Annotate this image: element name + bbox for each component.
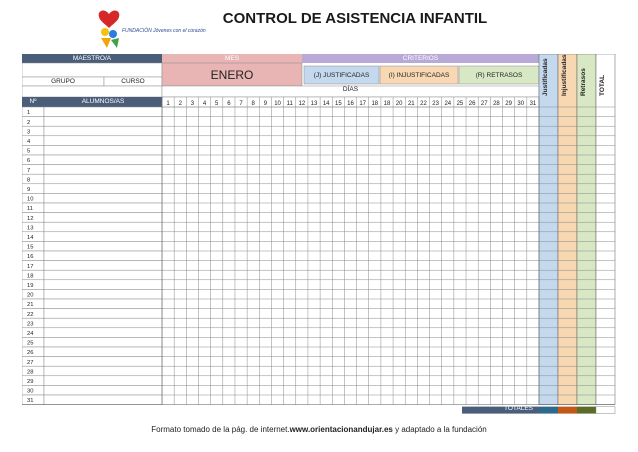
- student-name-cell: [44, 309, 162, 319]
- num-label: Nº: [29, 98, 37, 105]
- day-number-label: 26: [468, 100, 476, 107]
- day-number-label: 24: [444, 100, 452, 107]
- day-number-label: 21: [407, 100, 415, 107]
- row-number-label: 24: [27, 331, 34, 337]
- row-number-label: 13: [27, 225, 34, 232]
- attendance-sheet: [22, 54, 619, 414]
- row-number-label: 20: [27, 292, 34, 299]
- student-name-cell: [44, 251, 162, 261]
- student-name-cell: [44, 165, 162, 175]
- student-name-cell: [44, 328, 162, 338]
- day-number-label: 30: [517, 100, 525, 107]
- day-number-label: 18: [383, 100, 391, 107]
- student-name-cell: [44, 136, 162, 146]
- row-number-cell: [22, 155, 44, 165]
- student-name-cell: [44, 241, 162, 251]
- summary-column: [558, 54, 577, 405]
- day-number-label: 13: [310, 100, 318, 107]
- day-number-label: 31: [529, 100, 537, 107]
- student-name-cell: [44, 126, 162, 136]
- day-number-label: 18: [371, 100, 379, 107]
- student-name-cell: [44, 117, 162, 127]
- day-number-label: 4: [202, 100, 207, 107]
- day-number-label: 7: [239, 100, 243, 107]
- student-name-cell: [44, 174, 162, 184]
- day-number-label: 15: [334, 100, 342, 107]
- row-number-label: 17: [27, 263, 34, 270]
- footer-prefix: Formato tomado de la pág. de internet.: [151, 425, 290, 434]
- row-number-label: 31: [27, 398, 34, 405]
- row-number-label: 5: [27, 148, 31, 155]
- mes-label: MES: [224, 55, 240, 62]
- footer-note: [0, 425, 638, 434]
- student-name-cell: [44, 318, 162, 328]
- student-name-cell: [44, 357, 162, 367]
- row-number-label: 26: [27, 350, 34, 357]
- student-name-cell: [44, 193, 162, 203]
- criterios-label: CRITERIOS: [402, 55, 439, 62]
- footer-suffix: y adaptado a la fundación: [392, 425, 487, 434]
- month-value: ENERO: [210, 68, 254, 82]
- summary-column: [577, 54, 596, 405]
- row-number-label: 1: [27, 110, 31, 117]
- row-number-cell: [22, 174, 44, 184]
- day-number-label: 28: [493, 100, 500, 107]
- row-number-label: 3: [27, 129, 31, 136]
- total-justificadas-cell: [539, 407, 558, 414]
- criteria-retrasos: (R) RETRASOS: [475, 72, 523, 79]
- day-number-label: 9: [263, 100, 268, 107]
- day-number-label: 14: [322, 100, 330, 107]
- student-name-cell: [44, 337, 162, 347]
- row-number-label: 19: [27, 283, 34, 289]
- student-name-cell: [44, 280, 162, 290]
- day-number-label: 1: [166, 100, 170, 107]
- day-number-label: 2: [178, 100, 182, 107]
- alumnos-label: ALUMNOS/AS: [81, 98, 125, 105]
- day-number-label: 12: [298, 100, 306, 107]
- total-header: TOTAL: [599, 74, 606, 96]
- student-name-cell: [44, 222, 162, 232]
- student-name-cell: [44, 385, 162, 395]
- injustificadas-header: Injustificadas: [561, 54, 568, 96]
- row-number-label: 21: [27, 302, 34, 309]
- justificadas-header: Justificadas: [542, 58, 549, 96]
- day-number-label: 25: [456, 100, 464, 107]
- day-number-label: 6: [227, 100, 231, 107]
- row-number-label: 30: [27, 388, 34, 395]
- student-name-cell: [44, 347, 162, 357]
- row-number-label: 12: [27, 215, 34, 222]
- student-name-cell: [44, 107, 162, 117]
- student-name-cell: [44, 366, 162, 376]
- student-name-cell: [44, 395, 162, 405]
- row-number-label: 27: [27, 359, 34, 366]
- logo-text: FUNDACIÓN Jóvenes con el corazón: [122, 28, 206, 34]
- row-number-label: 23: [27, 321, 34, 328]
- row-number-cell: [22, 107, 44, 117]
- criteria-injustificadas: (I) INJUSTIFICADAS: [388, 72, 450, 79]
- row-number-label: 29: [27, 379, 34, 385]
- row-number-label: 14: [27, 235, 34, 241]
- row-number-label: 7: [27, 167, 31, 174]
- row-number-label: 11: [27, 206, 34, 213]
- row-number-label: 9: [27, 187, 31, 193]
- day-number-label: 5: [215, 100, 219, 107]
- student-name-cell: [44, 184, 162, 194]
- criteria-justificadas: (J) JUSTIFICADAS: [313, 72, 370, 79]
- student-name-cell: [44, 145, 162, 155]
- grupo-label: GRUPO: [51, 78, 75, 85]
- row-number-label: 22: [27, 311, 34, 318]
- student-name-cell: [44, 203, 162, 213]
- summary-column: [596, 54, 615, 405]
- row-number-cell: [22, 136, 44, 146]
- day-number-label: 11: [286, 100, 293, 107]
- row-number-label: 4: [27, 139, 31, 145]
- day-number-label: 16: [347, 100, 354, 107]
- totales-label: TOTALES: [503, 405, 533, 412]
- student-name-cell: [44, 261, 162, 271]
- row-number-label: 15: [27, 244, 34, 251]
- row-number-cell: [22, 126, 44, 136]
- retrasos-header: Retrasos: [580, 68, 587, 96]
- total-injustificadas-cell: [558, 407, 577, 414]
- total-total-cell: [596, 407, 615, 414]
- row-number-cell: [22, 117, 44, 127]
- student-name-cell: [44, 155, 162, 165]
- day-number-label: 10: [274, 100, 281, 107]
- day-number-label: 17: [359, 100, 367, 107]
- student-name-cell: [44, 270, 162, 280]
- day-number-label: 23: [432, 100, 439, 107]
- student-name-cell: [44, 232, 162, 242]
- student-name-cell: [44, 299, 162, 309]
- row-number-label: 28: [27, 369, 34, 376]
- maestro-input-cell: [22, 63, 162, 77]
- row-number-cell: [22, 145, 44, 155]
- summary-column: [539, 54, 558, 405]
- row-number-label: 25: [27, 340, 34, 347]
- row-number-label: 2: [27, 119, 31, 126]
- dias-label: DÍAS: [342, 86, 359, 93]
- total-retrasos-cell: [577, 407, 596, 414]
- student-name-cell: [44, 289, 162, 299]
- row-number-label: 10: [27, 196, 34, 203]
- curso-label: CURSO: [121, 78, 145, 85]
- attendance-grid: [22, 54, 619, 414]
- row-number-label: 16: [27, 254, 34, 261]
- day-number-label: 27: [480, 100, 488, 107]
- day-number-label: 22: [420, 100, 427, 107]
- day-number-label: 29: [505, 100, 512, 107]
- footer-site-link[interactable]: www.orientacionandujar.es: [289, 425, 393, 434]
- day-number-label: 20: [395, 100, 403, 107]
- page-title: CONTROL DE ASISTENCIA INFANTIL: [222, 10, 488, 27]
- student-name-cell: [44, 213, 162, 223]
- row-number-cell: [22, 165, 44, 175]
- row-number-cell: [22, 184, 44, 194]
- row-number-label: 18: [27, 273, 34, 280]
- row-number-label: 8: [27, 177, 31, 184]
- student-name-cell: [44, 376, 162, 386]
- day-number-label: 3: [190, 100, 195, 107]
- row-number-label: 6: [27, 158, 31, 165]
- maestro-label: MAESTRO/A: [72, 55, 112, 62]
- day-number-label: 8: [251, 100, 255, 107]
- grupo-input-cell: [22, 86, 162, 97]
